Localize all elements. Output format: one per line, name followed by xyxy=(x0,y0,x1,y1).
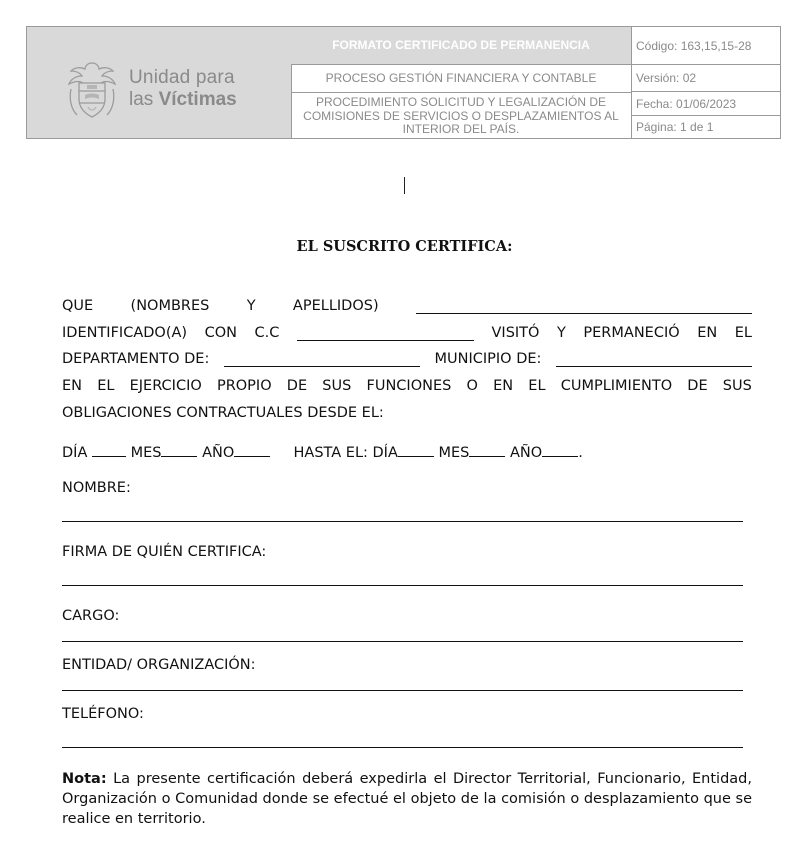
field-name-label: NOMBRE: xyxy=(62,480,131,496)
document-header xyxy=(26,26,781,139)
municipality-label: MUNICIPIO DE: xyxy=(434,351,542,367)
word: EL xyxy=(97,378,115,394)
note-label: Nota: xyxy=(62,771,107,787)
field-name-line[interactable] xyxy=(62,521,743,522)
word: EL xyxy=(734,325,752,341)
field-signature-label: FIRMA DE QUIÉN CERTIFICA: xyxy=(62,544,267,560)
doc-version: Versión: 02 xyxy=(632,65,780,92)
procedure-line-1: PROCEDIMIENTO SOLICITUD Y LEGALIZACIÓN DE xyxy=(315,95,607,109)
field-position-label: CARGO: xyxy=(62,608,120,624)
department-label: DEPARTAMENTO DE: xyxy=(62,351,210,367)
from-year-blank[interactable] xyxy=(234,442,270,457)
word: EN xyxy=(697,325,718,341)
word: SUS xyxy=(322,378,352,394)
month-label: MES xyxy=(130,445,162,461)
line-names xyxy=(62,298,752,314)
year-label: AÑO xyxy=(510,445,543,461)
word: DE xyxy=(286,378,308,394)
header-center xyxy=(291,27,632,138)
certify-title: EL SUSCRITO CERTIFICA: xyxy=(296,238,513,255)
procedure-line-3: INTERIOR DEL PAÍS. xyxy=(402,122,520,136)
word: Y xyxy=(246,298,256,314)
to-month-blank[interactable] xyxy=(469,442,505,457)
logo-text-line2 xyxy=(129,89,237,111)
word: SUS xyxy=(722,378,752,394)
to-day-blank[interactable] xyxy=(398,442,434,457)
field-signature-line[interactable] xyxy=(62,585,743,586)
month-label: MES xyxy=(438,445,470,461)
word: (NOMBRES xyxy=(130,298,210,314)
word: VISITÓ xyxy=(491,325,540,341)
cc-blank[interactable] xyxy=(297,326,474,341)
doc-date: Fecha: 01/06/2023 xyxy=(632,93,780,116)
doc-page: Página: 1 de 1 xyxy=(636,120,714,134)
header-meta xyxy=(632,27,780,138)
doc-code: Código: 163,15,15-28 xyxy=(632,27,780,65)
word: O xyxy=(466,378,478,394)
municipality-blank[interactable] xyxy=(556,352,752,367)
word: DE xyxy=(687,378,708,394)
period: . xyxy=(578,445,583,461)
logo-text-victimas: Víctimas xyxy=(158,89,237,110)
word: C.C xyxy=(254,325,280,341)
word: APELLIDOS) xyxy=(292,298,379,314)
word: PROPIO xyxy=(216,378,272,394)
logo-text-las: las xyxy=(129,89,159,110)
procedure-name xyxy=(291,93,631,138)
word: IDENTIFICADO(A) xyxy=(62,325,188,341)
word: EN xyxy=(493,378,514,394)
field-phone-label: TELÉFONO: xyxy=(62,706,144,722)
text-cursor xyxy=(404,177,405,194)
note-paragraph xyxy=(62,769,752,829)
note-text: La presente certificación deberá expedirla el Director Territorial, Funcionario, Entidad, Organización o Comunidad donde se efectué el objeto de la comisión o desplazamiento que se realice en territorio. xyxy=(62,771,752,827)
line-functions xyxy=(62,378,752,394)
word: PERMANECIÓ xyxy=(583,325,680,341)
word: EN xyxy=(62,378,83,394)
line-dates xyxy=(62,442,752,461)
word: CUMPLIMIENTO xyxy=(560,378,673,394)
word: CON xyxy=(204,325,237,341)
line-obligations: OBLIGACIONES CONTRACTUALES DESDE EL: xyxy=(62,405,384,421)
word: EJERCICIO xyxy=(129,378,202,394)
word: EL xyxy=(528,378,546,394)
coat-of-arms-icon xyxy=(63,59,121,121)
day-label: DÍA xyxy=(62,445,92,461)
procedure-line-2: COMISIONES DE SERVICIOS O DESPLAZAMIENTOS AL xyxy=(303,108,619,123)
word: QUE xyxy=(62,298,94,314)
format-title: FORMATO CERTIFICADO DE PERMANENCIA xyxy=(291,27,631,65)
from-month-blank[interactable] xyxy=(161,442,197,457)
word: FUNCIONES xyxy=(366,378,452,394)
from-day-blank[interactable] xyxy=(92,442,126,457)
process-name: PROCESO GESTIÓN FINANCIERA Y CONTABLE xyxy=(291,65,631,93)
department-blank[interactable] xyxy=(224,352,420,367)
line-location xyxy=(62,351,752,367)
logo-text-line1: Unidad para xyxy=(129,67,235,88)
field-phone-line[interactable] xyxy=(62,747,743,748)
field-entity-label: ENTIDAD/ ORGANIZACIÓN: xyxy=(62,657,256,673)
line-identification xyxy=(62,325,752,341)
until-day-label: HASTA EL: DÍA xyxy=(293,445,398,461)
logo-cell xyxy=(27,27,292,138)
word: Y xyxy=(557,325,566,341)
year-label: AÑO xyxy=(202,445,235,461)
to-year-blank[interactable] xyxy=(542,442,578,457)
field-entity-line[interactable] xyxy=(62,690,743,691)
field-position-line[interactable] xyxy=(62,641,743,642)
names-blank[interactable] xyxy=(416,299,752,314)
